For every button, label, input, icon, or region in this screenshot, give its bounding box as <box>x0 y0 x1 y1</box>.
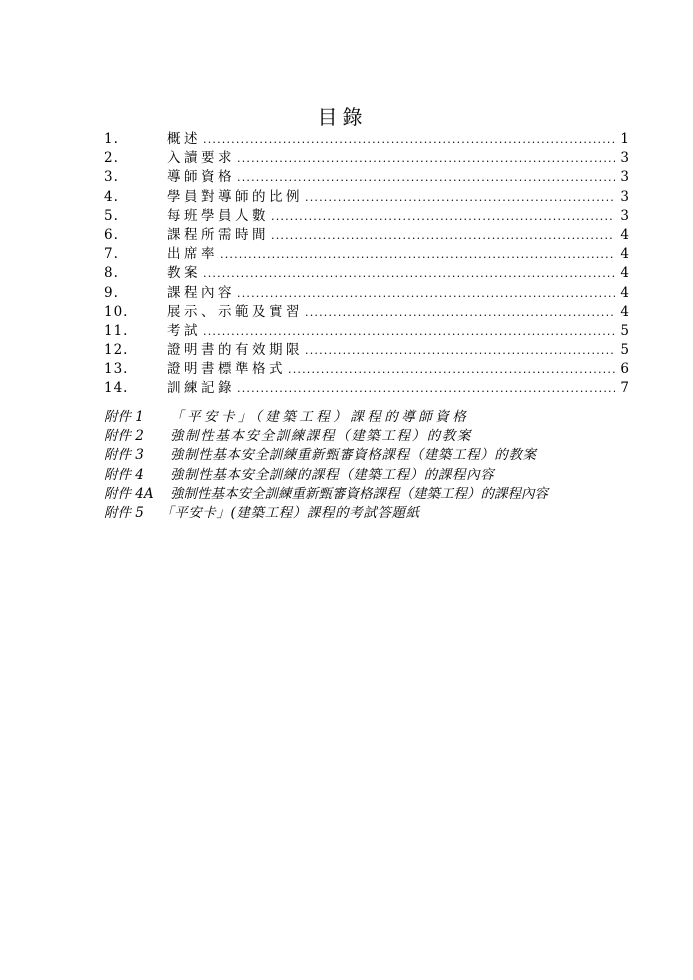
toc-number: 13. <box>104 361 129 378</box>
toc-label: 出席率 <box>167 246 218 263</box>
annex-label: 附件 5 <box>104 504 144 521</box>
toc-label: 證明書標準格式 <box>167 361 286 378</box>
toc-leader <box>271 207 615 226</box>
toc-label: 展示、示範及實習 <box>167 303 303 320</box>
toc-entry <box>104 303 629 322</box>
toc-label: 導師資格 <box>167 169 235 186</box>
annex-entry <box>104 408 644 427</box>
toc-leader <box>271 226 615 245</box>
toc-label: 學員對導師的比例 <box>167 188 303 205</box>
annex-title: 「平安卡」(建築工程）課程的考試答題紙 <box>160 504 420 521</box>
annex-title: 強制性基本安全訓練課程（建築工程）的教案 <box>170 428 472 445</box>
annex-title: 強制性基本安全訓練重新甄審資格課程（建築工程）的教案 <box>170 447 537 464</box>
toc-page-number: 3 <box>620 188 629 205</box>
toc-page-number: 1 <box>620 131 629 147</box>
toc-leader <box>305 303 615 322</box>
toc-page-number: 7 <box>620 380 629 397</box>
annex-label: 附件 4A <box>104 485 154 502</box>
toc-label: 每班學員人數 <box>167 207 269 224</box>
annex-label: 附件 3 <box>104 447 144 464</box>
toc-entry <box>104 188 629 207</box>
toc-entry <box>104 245 629 264</box>
page-title: 目錄 <box>317 105 368 129</box>
toc-page-number: 4 <box>620 226 629 243</box>
toc-entry <box>104 284 629 303</box>
toc-page-number: 5 <box>620 322 629 339</box>
toc-page-number: 5 <box>620 342 629 359</box>
toc-entry <box>104 168 629 187</box>
toc-leader <box>305 188 615 207</box>
toc-number: 14. <box>104 380 129 397</box>
toc-page-number: 4 <box>620 284 629 301</box>
toc-label: 證明書的有效期限 <box>167 342 303 359</box>
toc-number: 10. <box>104 303 129 320</box>
toc-label: 課程內容 <box>167 284 235 301</box>
toc-entry <box>104 360 629 379</box>
toc-entry <box>104 264 629 283</box>
toc-label: 課程所需時間 <box>167 226 269 243</box>
toc-number: 11. <box>104 322 129 339</box>
annex-title: 強制性基本安全訓練的課程（建築工程）的課程內容 <box>170 466 495 483</box>
toc-leader <box>237 379 615 398</box>
annex-title: 強制性基本安全訓練重新甄審資格課程（建築工程）的課程內容 <box>170 485 548 502</box>
toc-leader <box>203 322 615 341</box>
toc-leader <box>237 168 615 187</box>
toc-number: 2. <box>104 150 119 167</box>
toc-entry <box>104 379 629 398</box>
toc-page-number: 4 <box>620 265 629 282</box>
toc-number: 6. <box>104 226 119 243</box>
annex-entry <box>104 485 644 504</box>
table-of-contents <box>104 130 629 399</box>
toc-page-number: 6 <box>620 361 629 378</box>
toc-entry <box>104 130 629 149</box>
toc-number: 9. <box>104 284 119 301</box>
toc-label: 考試 <box>167 322 201 339</box>
toc-label: 概述 <box>167 131 201 147</box>
toc-leader <box>237 149 615 168</box>
annex-entry <box>104 504 644 523</box>
toc-page-number: 3 <box>620 169 629 186</box>
toc-entry <box>104 341 629 360</box>
toc-entry <box>104 322 629 341</box>
annex-entry <box>104 466 644 485</box>
annex-label: 附件 1 <box>104 409 144 425</box>
toc-number: 3. <box>104 169 119 186</box>
toc-number: 12. <box>104 342 129 359</box>
toc-leader <box>203 264 615 283</box>
toc-number: 7. <box>104 246 119 263</box>
annex-entry <box>104 446 644 465</box>
toc-entry <box>104 149 629 168</box>
annex-entry <box>104 427 644 446</box>
annex-list <box>104 408 644 523</box>
toc-page-number: 3 <box>620 150 629 167</box>
annex-label: 附件 4 <box>104 466 144 483</box>
toc-page-number: 4 <box>620 303 629 320</box>
toc-leader <box>288 360 615 379</box>
toc-page-number: 4 <box>620 246 629 263</box>
toc-number: 8. <box>104 265 119 282</box>
toc-page-number: 3 <box>620 207 629 224</box>
toc-number: 4. <box>104 188 119 205</box>
toc-entry <box>104 207 629 226</box>
toc-leader <box>237 284 615 303</box>
annex-title: 「平安卡」（建築工程）課程的導師資格 <box>170 409 470 425</box>
toc-number: 5. <box>104 207 119 224</box>
toc-label: 入讀要求 <box>167 150 235 167</box>
toc-number: 1. <box>104 131 119 147</box>
toc-leader <box>203 130 615 149</box>
toc-leader <box>220 245 615 264</box>
toc-leader <box>305 341 615 360</box>
toc-label: 訓練記錄 <box>167 380 235 397</box>
toc-label: 教案 <box>167 265 201 282</box>
toc-entry <box>104 226 629 245</box>
annex-label: 附件 2 <box>104 428 144 445</box>
